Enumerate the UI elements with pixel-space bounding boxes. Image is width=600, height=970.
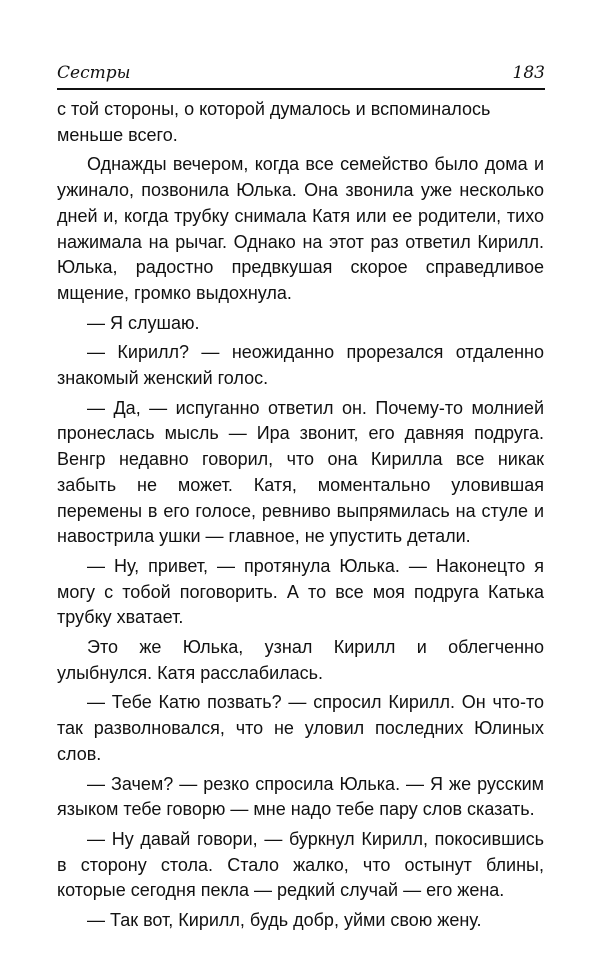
dialogue-line: — Зачем? — резко спросила Юлька. — Я же русским языком тебе говорю — мне надо тебе пару слов сказать. bbox=[57, 773, 544, 820]
header-rule bbox=[57, 88, 545, 90]
paragraph: Это же Юлька, узнал Кирилл и облегченно улыбнулся. Катя расслабилась. bbox=[57, 637, 544, 683]
dialogue-line: — Я слушаю. bbox=[87, 312, 200, 333]
paragraph: Однажды вечером, когда все семейство было дома и ужинало, позвонила Юлька. Она звонила уже несколько дней и, когда трубку снимала Катя или ее родители, тихо нажимала на рычаг. Однако на этот раз ответил Кирилл. Юлька, радостно предвкушая скорое справедливое мщение, громко выдохнула. bbox=[57, 154, 544, 303]
running-title: Сестры bbox=[57, 63, 131, 83]
dialogue-line: — Ну давай говори, — буркнул Кирилл, покосившись в сторону стола. Стало жалко, что остынут блины, которые сегодня пекла — редкий случай — его жена. bbox=[57, 828, 544, 901]
dialogue-line: — Тебе Катю позвать? — спросил Кирилл. Он что-то так разволновался, что не уловил последних Юлиных слов. bbox=[57, 692, 544, 764]
dialogue-line: — Ну, привет, — протянула Юлька. — Наконецто я могу с тобой поговорить. А то все моя подруга Катька трубку хватает. bbox=[57, 555, 544, 628]
running-header bbox=[57, 60, 545, 92]
dialogue-line: — Да, — испуганно ответил он. Почему-то молнией пронеслась мысль — Ира звонит, его давняя подруга. Венгр недавно говорил, что она Кирилла все никак забыть не может. Катя, моментально уловившая перемены в его голосе, ревниво выпрямилась на стуле и навострила ушки — главное, не упустить детали. bbox=[57, 397, 544, 547]
page-number: 183 bbox=[512, 63, 545, 83]
dialogue-line: — Кирилл? — неожиданно прорезался отдаленно знакомый женский голос. bbox=[57, 342, 544, 389]
paragraph-continuation: с той стороны, о которой думалось и вспоминалось меньше всего. bbox=[57, 99, 491, 145]
page-body bbox=[57, 97, 544, 938]
dialogue-line: — Так вот, Кирилл, будь добр, уйми свою жену. bbox=[87, 910, 482, 931]
